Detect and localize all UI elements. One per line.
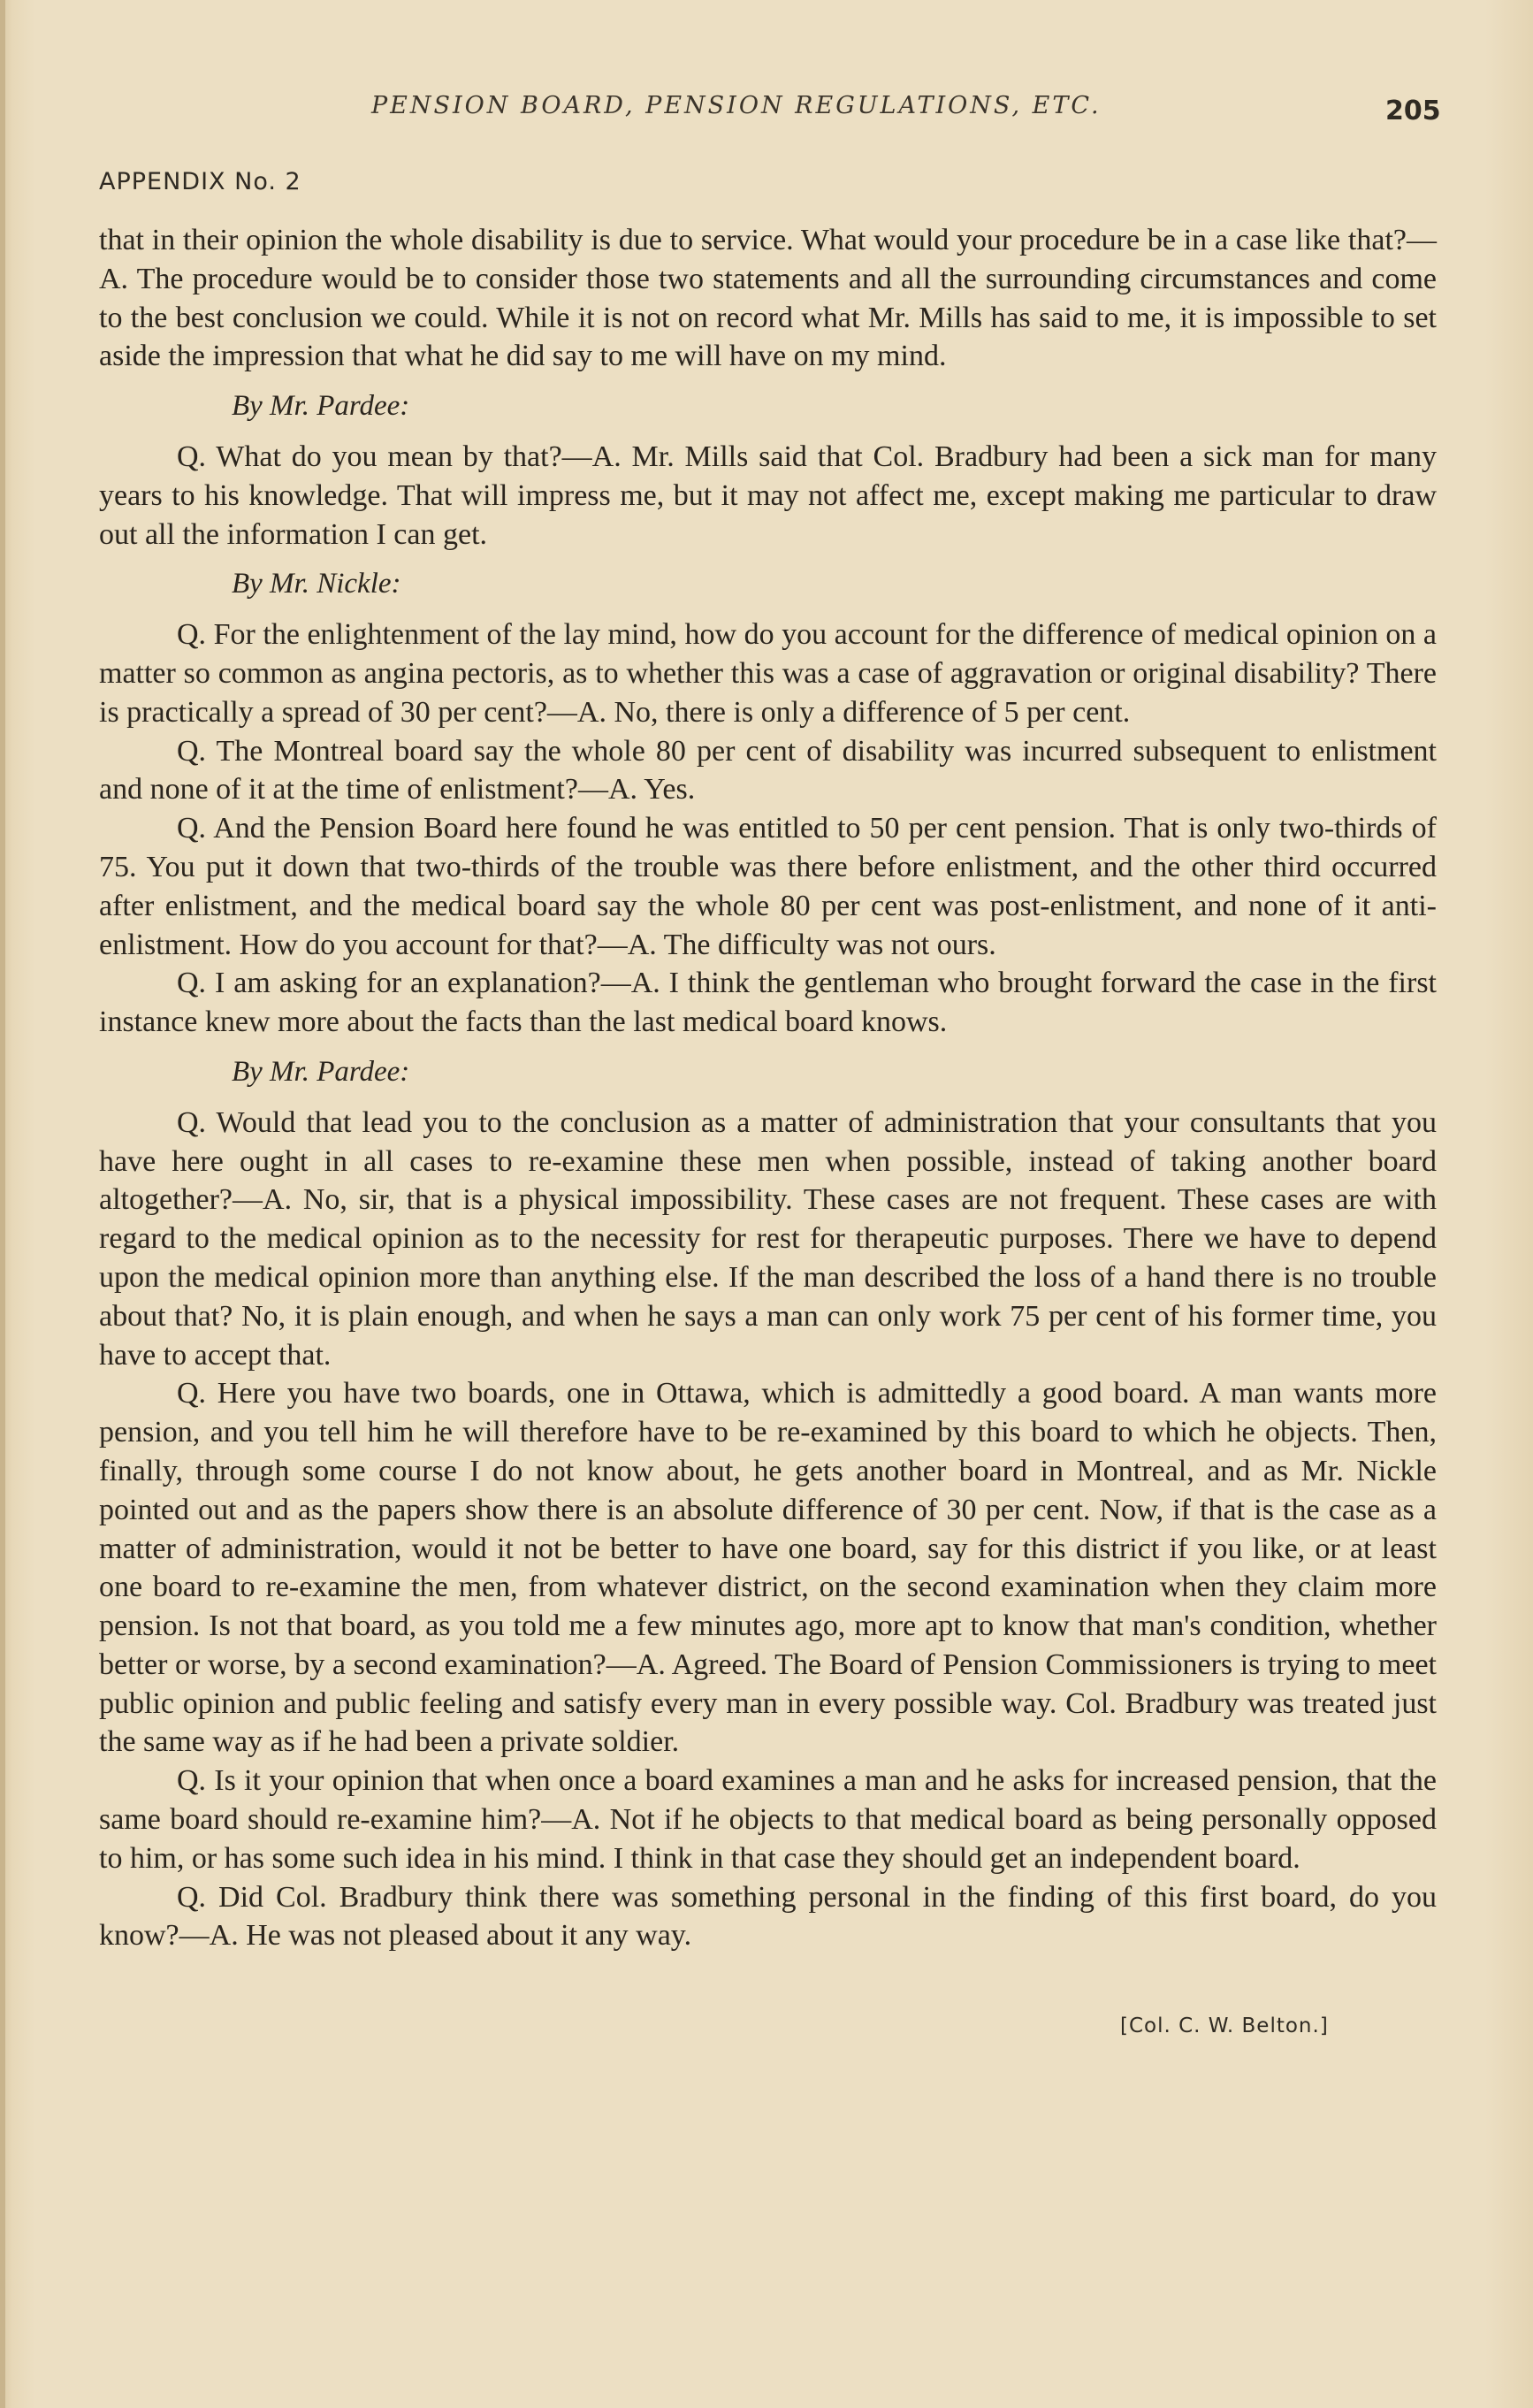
speaker-heading: By Mr. Nickle:: [232, 568, 401, 600]
running-title: PENSION BOARD, PENSION REGULATIONS, ETC.: [371, 92, 1102, 119]
question-paragraph: Q. The Montreal board say the whole 80 per cent of disability was incurred subsequent to enlistment and none of it at the time of enlistment?—A. Yes.: [99, 734, 1437, 806]
question-paragraph: Q. Would that lead you to the conclusion as a matter of administration that your consultants that you have here ought in all cases to re-examine these men when possible, instead of taking another board altogether?—A. No, sir, that is a physical impossibility. These cases are not frequent. These cases are with regard to the medical opinion as to the necessity for rest for therapeutic purposes. There we have to depend upon the medical opinion more than anything else. If the man described the loss of a hand there is no trouble about that? No, it is plain enough, and when he says a man can only work 75 per cent of his former time, you have to accept that.: [99, 1105, 1437, 1372]
question-paragraph: Q. And the Pension Board here found he was entitled to 50 per cent pension. That is only two-thirds of 75. You put it down that two-thirds of the trouble was there before enlistment, and the other third occurred after enlistment, and the medical board say the whole 80 per cent was post-enlistment, and none of it anti-enlistment. How do you account for that?—A. The difficulty was not ours.: [99, 812, 1437, 961]
page-binding-edge: [0, 0, 5, 2408]
speaker-heading: By Mr. Pardee:: [232, 390, 410, 423]
question-paragraph: Q. For the enlightenment of the lay mind, how do you account for the difference of medical opinion on a matter so common as angina pectoris, as to whether this was a case of aggravation or original disability? There is practically a spread of 30 per cent?—A. No, there is only a difference of 5 per cent.: [99, 618, 1437, 729]
question-paragraph: Q. Here you have two boards, one in Ottawa, which is admittedly a good board. A man wants more pension, and you tell him he will therefore have to be re-examined by this board to which he objects. Then, finally, through some course I do not know about, he gets another board in Montreal, and as Mr. Nickle pointed out and as the papers show there is an absolute difference of 30 per cent. Now, if that is the case as a matter of administration, would it not be better to have one board, say for this district if you like, or at least one board to re-examine the men, from whatever district, on the second examination when they claim more pension. Is not that board, as you told me a few minutes ago, more apt to know that man's condition, whether better or worse, by a second examination?—A. Agreed. The Board of Pension Commissioners is trying to meet public opinion and public feeling and satisfy every man in every possible way. Col. Bradbury was treated just the same way as if he had been a private soldier.: [99, 1377, 1437, 1759]
body-text: [99, 221, 1437, 1955]
question-paragraph: Q. I am asking for an explanation?—A. I think the gentleman who brought forward the case in the first instance knew more about the facts than the last medical board knows.: [99, 967, 1437, 1039]
page-number: 205: [1385, 96, 1441, 126]
question-paragraph: Q. Is it your opinion that when once a board examines a man and he asks for increased pension, that the same board should re-examine him?—A. Not if he objects to that medical board as being personally opposed to him, or has some such idea in his mind. I think in that case they should get an independent board.: [99, 1764, 1437, 1875]
appendix-label: APPENDIX No. 2: [99, 168, 301, 195]
speaker-heading: By Mr. Pardee:: [232, 1055, 410, 1088]
question-paragraph: Q. What do you mean by that?—A. Mr. Mills said that Col. Bradbury had been a sick man for many years to his knowledge. That will impress me, but it may not affect me, except making me particular to draw out all the information I can get.: [99, 440, 1437, 551]
paragraph-continuation: that in their opinion the whole disability is due to service. What would your procedure be in a case like that?—A. The procedure would be to consider those two statements and all the surrounding circumstances and come to the best conclusion we could. While it is not on record what Mr. Mills has said to me, it is impossible to set aside the impression that what he did say to me will have on my mind.: [99, 224, 1437, 373]
question-paragraph: Q. Did Col. Bradbury think there was something personal in the finding of this first board, do you know?—A. He was not pleased about it any way.: [99, 1880, 1437, 1953]
speaker-signature: [Col. C. W. Belton.]: [1120, 2014, 1329, 2037]
